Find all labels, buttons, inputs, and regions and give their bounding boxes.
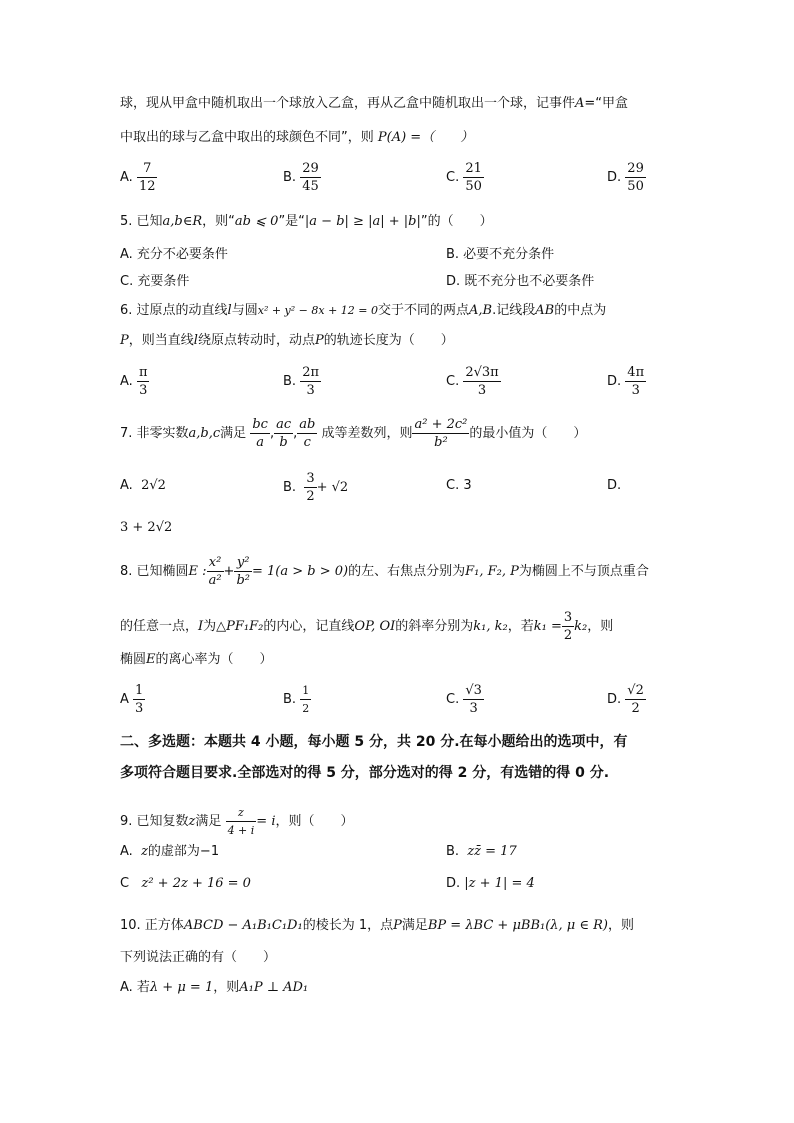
denominator: b [279,435,288,450]
q6-circle-equation: x² + y² − 8x + 12 = 0 [257,304,379,317]
intro-line2 [120,128,473,148]
q10-text-d: ，则 [608,918,635,933]
q6-stem-line2 [120,331,454,351]
q6-line-l: l [227,303,232,318]
q8-stem-line1: 8. 已知椭圆E : $\frac{\text{x²}}{\text{a²}}$ + $\frac{\text{y²}}{\text{b²}}$ = 1(a > b > 0)的左、右焦点分别为F₁, F₂, P为椭圆上不与顶点重合 [120,555,649,588]
q5-expr-1: ab ⩽ 0 [234,214,279,229]
q10-option-a [120,978,308,998]
q8-text-g: 的斜率分别为 [395,619,474,634]
q5-option-c: C. 充要条件 [120,274,190,289]
option-label: A. [120,844,133,859]
q8-fraction-x [207,554,224,589]
denominator: a² [208,573,222,588]
numerator: ab [299,417,316,432]
q9-var-z: z [188,814,196,829]
q5-text-c: ，则“ [202,214,235,229]
q10-text-a: 10. 正方体 [120,918,184,933]
q8-stem-line2 [120,609,613,644]
q8-stem-line3 [120,650,273,670]
numerator: ac [276,417,292,432]
q8-text-c: 为椭圆上不与顶点重合 [518,564,649,579]
q8-ratio-fraction [562,609,574,644]
denominator: 3 [135,701,144,716]
q9-fraction [226,804,257,839]
q10-point-p: P [393,918,402,933]
q7-option-a [120,476,166,496]
denominator: 2 [631,701,640,716]
denominator: b² [236,573,250,588]
denominator: 50 [465,179,482,194]
option-label: C. [446,374,460,389]
numerator: √2 [627,683,644,698]
denominator: 50 [627,179,644,194]
denominator: 3 [477,383,487,398]
option-text: ，则 [213,980,240,995]
q6-text-c: 交于不同的两点 [378,303,470,318]
numerator: 2√3π [465,365,499,380]
option-label: B. [283,170,297,185]
q5-option-b: B. 必要不充分条件 [446,247,555,262]
q6-option-d [607,364,646,399]
q10-stem-line2: 下列说法正确的有（ ） [120,950,277,965]
option-fraction [300,160,321,195]
intro-option-c [446,160,484,195]
q8-ellipse-name-2: E [146,652,156,667]
q5-text-g: ”的（ ） [420,214,493,229]
intro-text2: 中取出的球与乙盒中取出的球颜色不同”，则 [120,130,374,145]
q6-line-l-2: l [193,333,198,348]
q8-text-e: 为 [203,619,217,634]
q7-vars: a,b,c [188,426,221,441]
option-label: B. [283,480,297,495]
q7-text-b: 满足 [220,426,247,441]
option-label: D. [607,692,622,707]
denominator: 3 [139,383,148,398]
denominator: 3 [631,383,640,398]
q9-text-b: 满足 [195,814,222,829]
option-fraction [625,160,646,195]
q6-text-d: .记线段 [492,303,536,318]
q9-var-z: z [141,844,148,859]
q7-option-d-value: 3 + 2√2 [120,520,173,535]
option-fraction [137,364,150,399]
event-a: A [575,96,585,111]
q8-text-i: ，则 [587,619,614,634]
option-label: C. [446,692,460,707]
q8-k2: k₂ [574,619,588,634]
option-fraction [463,160,484,195]
q8-k1: k₁ = [533,619,562,634]
option-label: A. [120,478,133,493]
numerator: z [226,804,257,822]
q6-points: A,B [469,303,493,318]
probability-expression: P(A) =（ ） [377,130,474,145]
intro-option-a [120,160,157,195]
option-fraction [625,364,646,399]
numerator: 1 [135,683,144,698]
q8-fraction-y [234,554,252,589]
q8-text-b: 的左、右焦点分别为 [348,564,466,579]
q5-option-a: A. 充分不必要条件 [120,247,228,262]
q10-text-c: 满足 [401,918,428,933]
denominator: 2 [306,489,315,504]
q7-fraction-3 [297,416,317,451]
option-label: B. [446,844,460,859]
q8-text-k: 的离心率为（ ） [155,652,273,667]
q10-text-b: 的棱长为 1，点 [302,918,394,933]
option-fraction [463,682,484,717]
numerator: 7 [137,160,158,178]
q6-text-e: 的中点为 [554,303,607,318]
option-text: 的虚部为−1 [147,844,220,859]
q8-option-a [120,682,145,717]
denominator: 4 + i [227,824,255,837]
q9-option-c [120,874,251,894]
q6-segment: AB [535,303,555,318]
option-label: B. [283,374,297,389]
q6-option-b [283,364,321,399]
option-tail: + √2 [316,480,349,495]
q9-text-d: ，则（ ） [275,814,354,829]
q7-option-c: C. 3 [446,478,472,493]
q9-option-d [446,874,535,894]
q7-text-d: 的最小值为（ ） [469,426,587,441]
numerator: π [138,365,148,380]
q6-text-b: 与圆 [231,303,258,318]
q5-expr-2: |a − b| ≥ |a| + |b| [304,214,421,229]
option-text: zz̄ = 17 [467,844,517,859]
q8-text-a: 8. 已知椭圆 [120,564,189,579]
denominator: b² [434,435,448,450]
intro-option-b [283,160,321,195]
q6-point-p: P [120,333,129,348]
numerator: 29 [627,161,644,176]
denominator: 2 [302,702,310,715]
q10-cube: ABCD − A₁B₁C₁D₁ [183,918,303,933]
q8-lines: OP, OI [354,619,396,634]
q8-condition: = 1(a > b > 0) [251,564,349,579]
option-fraction [133,682,145,717]
numerator: bc [252,417,268,432]
denominator: c [303,435,311,450]
denominator: 2 [563,628,573,643]
q6-point-p-2: P [314,333,324,348]
numerator: 29 [302,161,319,176]
q6-option-a [120,364,149,399]
option-label: B. [283,692,297,707]
option-fraction [137,160,158,195]
q7-fraction-1 [250,416,270,451]
numerator: 1 [300,682,311,700]
q9-text-a: 9. 已知复数 [120,814,189,829]
q10-vector-eq: BP = λBC + μBB₁ [427,918,546,933]
option-relation: A₁P ⊥ AD₁ [239,980,309,995]
q10-stem-line1 [120,916,634,936]
q7-fraction-2 [274,416,293,451]
q8-option-d [607,682,646,717]
option-fraction [304,470,316,505]
q8-ellipse-name: E : [188,564,207,579]
q7-text-c: 成等差数列，则 [321,426,413,441]
intro-line1 [120,94,628,114]
numerator: 3 [563,610,573,625]
option-fraction [300,682,311,717]
q5-text-e: ”是“ [278,214,305,229]
intro-text: 球，现从甲盒中随机取出一个球放入乙盒，再从乙盒中随机取出一个球，记事件 [120,96,576,111]
option-value: 2√2 [141,478,166,493]
intro-option-d [607,160,646,195]
q6-stem-line1 [120,301,606,321]
q8-text-h: ，若 [507,619,534,634]
q8-text-j: 椭圆 [120,652,147,667]
q5-condition: a,b∈R [162,214,203,229]
numerator: 3 [306,471,315,486]
option-label: D. [446,876,461,891]
q6-text-g: 绕原点转动时，动点 [197,333,315,348]
denominator: 3 [306,383,315,398]
q5-option-d: D. 既不充分也不必要条件 [446,274,595,289]
q10-condition: (λ, μ ∈ R) [545,918,609,933]
option-label: D. [607,170,622,185]
q7-stem: 7. 非零实数a,b,c满足 $\frac{bc}{a}$ , $\frac{ac}{b}$ , $\frac{ab}{c}$ 成等差数列，则 $\frac{\text{a² + 2c²}}{\text{b²}}$ 的最小值为（ ） [120,417,587,450]
q8-option-b [283,682,311,717]
option-fraction [300,364,321,399]
option-label: A. 若 [120,980,150,995]
q8-text-d: 的任意一点， [120,619,199,634]
denominator: 3 [469,701,478,716]
denominator: 12 [138,179,156,194]
q9-option-a [120,842,219,862]
q8-option-c [446,682,484,717]
q8-foci: F₁, F₂, P [465,564,519,579]
numerator: √3 [465,683,482,698]
q8-slopes: k₁, k₂ [473,619,508,634]
q5-text-a: 5. 已知 [120,214,163,229]
option-label: A. [120,170,133,185]
option-label: C [120,876,130,891]
option-fraction [625,682,646,717]
section-heading-line2: 多项符合题目要求.全部选对的得 5 分，部分选对的得 2 分，有选错的得 0 分. [120,765,610,781]
option-condition: λ + μ = 1 [149,980,214,995]
q7-option-d: D. [607,478,622,493]
option-label: C. [446,170,460,185]
numerator: 2π [302,365,320,380]
q7-option-b [283,470,348,505]
option-text: z² + 2z + 16 = 0 [141,876,251,891]
q5-stem [120,212,493,232]
q6-text-a: 6. 过原点的动直线 [120,303,228,318]
q8-triangle: △PF₁F₂ [216,619,264,634]
q7-text-a: 7. 非零实数 [120,426,189,441]
q8-incenter: I [198,619,204,634]
numerator: a² + 2c² [414,417,468,432]
q6-text-f: ，则当直线 [128,333,194,348]
intro-text-end: =“甲盒 [584,96,629,111]
q6-option-c [446,364,501,399]
q9-stem [120,804,354,839]
q9-eq: = i [256,814,276,829]
option-label: A. [120,374,133,389]
q6-text-h: 的轨迹长度为（ ） [323,333,454,348]
option-label: D. [607,374,622,389]
numerator: 21 [465,161,482,176]
q9-option-b [446,842,517,862]
numerator: x² [207,554,224,572]
denominator: a [256,435,265,450]
option-fraction [463,364,500,399]
option-text: |z + 1| = 4 [464,876,535,891]
option-label: A [120,692,129,707]
q7-fraction-target [412,416,469,451]
denominator: 45 [302,179,319,194]
q8-text-f: 的内心，记直线 [263,619,355,634]
section-heading-line1: 二、多选题：本题共 4 小题，每小题 5 分，共 20 分.在每小题给出的选项中，有 [120,734,628,750]
numerator: 4π [627,365,645,380]
numerator: y² [234,554,252,572]
